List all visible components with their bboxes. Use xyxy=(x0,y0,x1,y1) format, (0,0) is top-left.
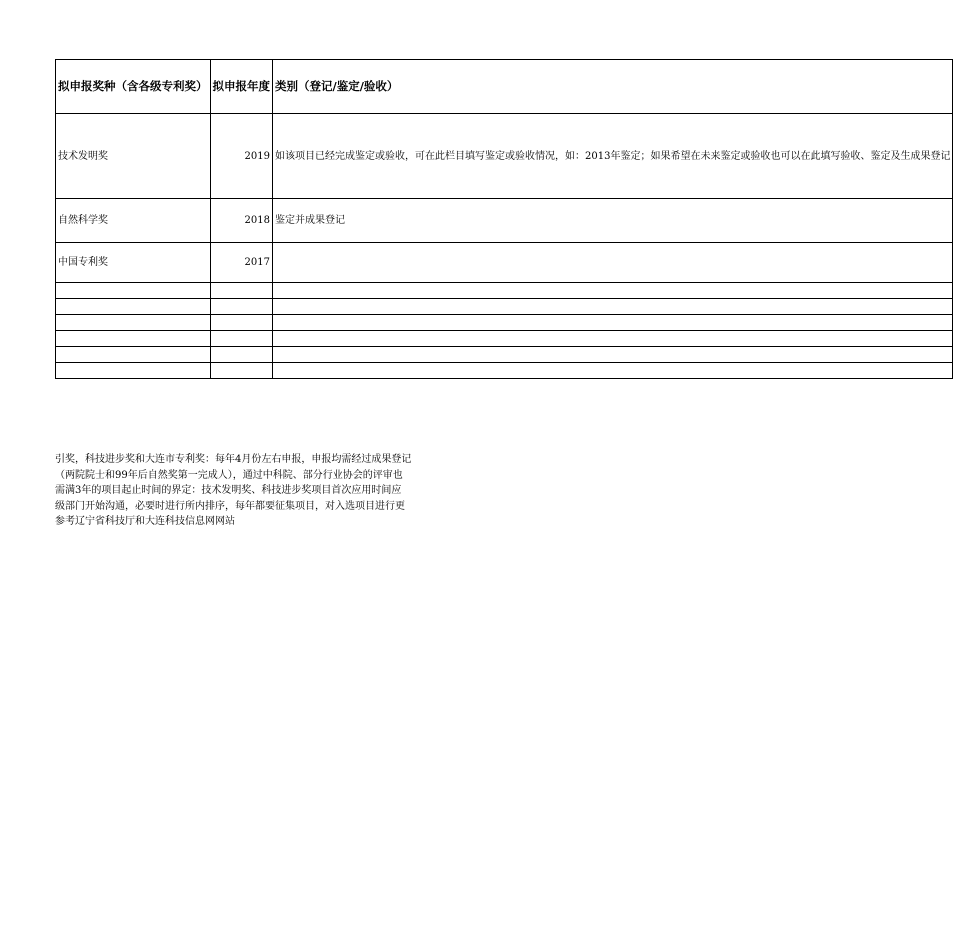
award-plan-table xyxy=(55,59,953,379)
empty-cell[interactable] xyxy=(210,363,273,379)
cell-category[interactable]: 如该项目已经完成鉴定或验收，可在此栏目填写鉴定或验收情况，如：2013年鉴定；如果希望在未来鉴定或验收也可以在此填写验收、鉴定及生成果登记 xyxy=(273,114,953,199)
empty-cell[interactable] xyxy=(273,363,953,379)
cell-award[interactable]: 技术发明奖 xyxy=(56,114,211,199)
cell-award[interactable]: 中国专利奖 xyxy=(56,243,211,283)
note-line[interactable]: 需满3年的项目起止时间的界定：技术发明奖、科技进步奖项目首次应用时间应 xyxy=(55,485,402,497)
empty-cell[interactable] xyxy=(210,299,273,315)
empty-row xyxy=(56,331,953,347)
cell-year[interactable]: 2019 xyxy=(210,114,273,199)
cell-category[interactable]: 鉴定并成果登记 xyxy=(273,199,953,243)
empty-cell[interactable] xyxy=(273,299,953,315)
cell-year[interactable]: 2018 xyxy=(210,199,273,243)
empty-cell[interactable] xyxy=(56,347,211,363)
empty-cell[interactable] xyxy=(273,315,953,331)
empty-row xyxy=(56,315,953,331)
empty-cell[interactable] xyxy=(56,363,211,379)
empty-cell[interactable] xyxy=(56,331,211,347)
empty-cell[interactable] xyxy=(56,315,211,331)
cell-category[interactable] xyxy=(273,243,953,283)
empty-cell[interactable] xyxy=(273,283,953,299)
note-line[interactable]: （两院院士和99年后自然奖第一完成人），通过中科院、部分行业协会的评审也 xyxy=(55,469,403,481)
header-year[interactable]: 拟申报年度 xyxy=(210,60,273,114)
empty-cell[interactable] xyxy=(210,347,273,363)
empty-cell[interactable] xyxy=(56,283,211,299)
notes-block xyxy=(55,452,477,530)
table-row xyxy=(56,243,953,283)
table-row xyxy=(56,199,953,243)
empty-row xyxy=(56,283,953,299)
empty-cell[interactable] xyxy=(210,283,273,299)
cell-year[interactable]: 2017 xyxy=(210,243,273,283)
note-line[interactable]: 参考辽宁省科技厅和大连科技信息网网站 xyxy=(55,516,235,528)
table-header-row xyxy=(56,60,953,114)
note-line[interactable]: 级部门开始沟通，必要时进行所内排序，每年都要征集项目，对入选项目进行更 xyxy=(55,500,405,512)
empty-cell[interactable] xyxy=(56,299,211,315)
empty-cell[interactable] xyxy=(273,347,953,363)
table-row xyxy=(56,114,953,199)
header-award-type[interactable]: 拟申报奖种（含各级专利奖） xyxy=(56,60,211,114)
empty-cell[interactable] xyxy=(210,331,273,347)
empty-row xyxy=(56,347,953,363)
cell-award[interactable]: 自然科学奖 xyxy=(56,199,211,243)
empty-row xyxy=(56,363,953,379)
empty-cell[interactable] xyxy=(273,331,953,347)
header-category[interactable]: 类别（登记/鉴定/验收） xyxy=(273,60,953,114)
empty-cell[interactable] xyxy=(210,315,273,331)
note-line[interactable]: 引奖，科技进步奖和大连市专利奖：每年4月份左右申报，申报均需经过成果登记 xyxy=(55,454,412,465)
empty-row xyxy=(56,299,953,315)
